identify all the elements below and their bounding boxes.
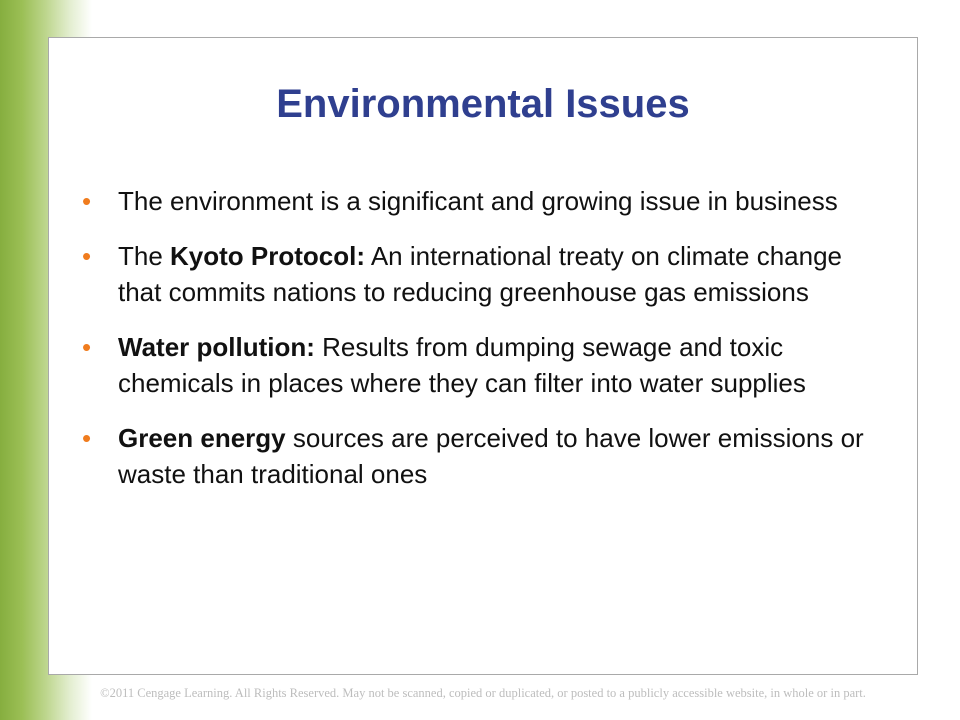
bullet-list <box>82 183 872 511</box>
bullet-bold-term: Kyoto Protocol: <box>170 241 366 271</box>
bullet-item-environment <box>82 183 872 219</box>
bullet-text-rest: An international treaty on climate change that commits nations to reducing greenhouse gas emissions <box>118 241 842 307</box>
bullet-item-water-pollution <box>82 329 872 401</box>
slide-title: Environmental Issues <box>276 82 690 126</box>
bullet-icon: • <box>82 186 92 216</box>
bullet-text: The environment is a significant and growing issue in business <box>118 186 838 216</box>
bullet-bold-term: Green energy <box>118 423 286 453</box>
bullet-icon: • <box>82 423 92 453</box>
bullet-text-rest: sources are perceived to have lower emissions or waste than traditional ones <box>118 423 864 489</box>
bullet-text-rest: Results from dumping sewage and toxic chemicals in places where they can filter into water supplies <box>118 332 806 398</box>
bullet-icon: • <box>82 332 92 362</box>
bullet-bold-term: Water pollution: <box>118 332 315 362</box>
bullet-item-kyoto-protocol <box>82 238 872 310</box>
bullet-text: The <box>118 241 171 271</box>
bullet-item-green-energy <box>82 420 872 492</box>
copyright-notice: ©2011 Cengage Learning. All Rights Reserved. May not be scanned, copied or duplicated, or posted to a publicly accessible website, in whole or in part. <box>100 686 866 700</box>
bullet-icon: • <box>82 241 92 271</box>
